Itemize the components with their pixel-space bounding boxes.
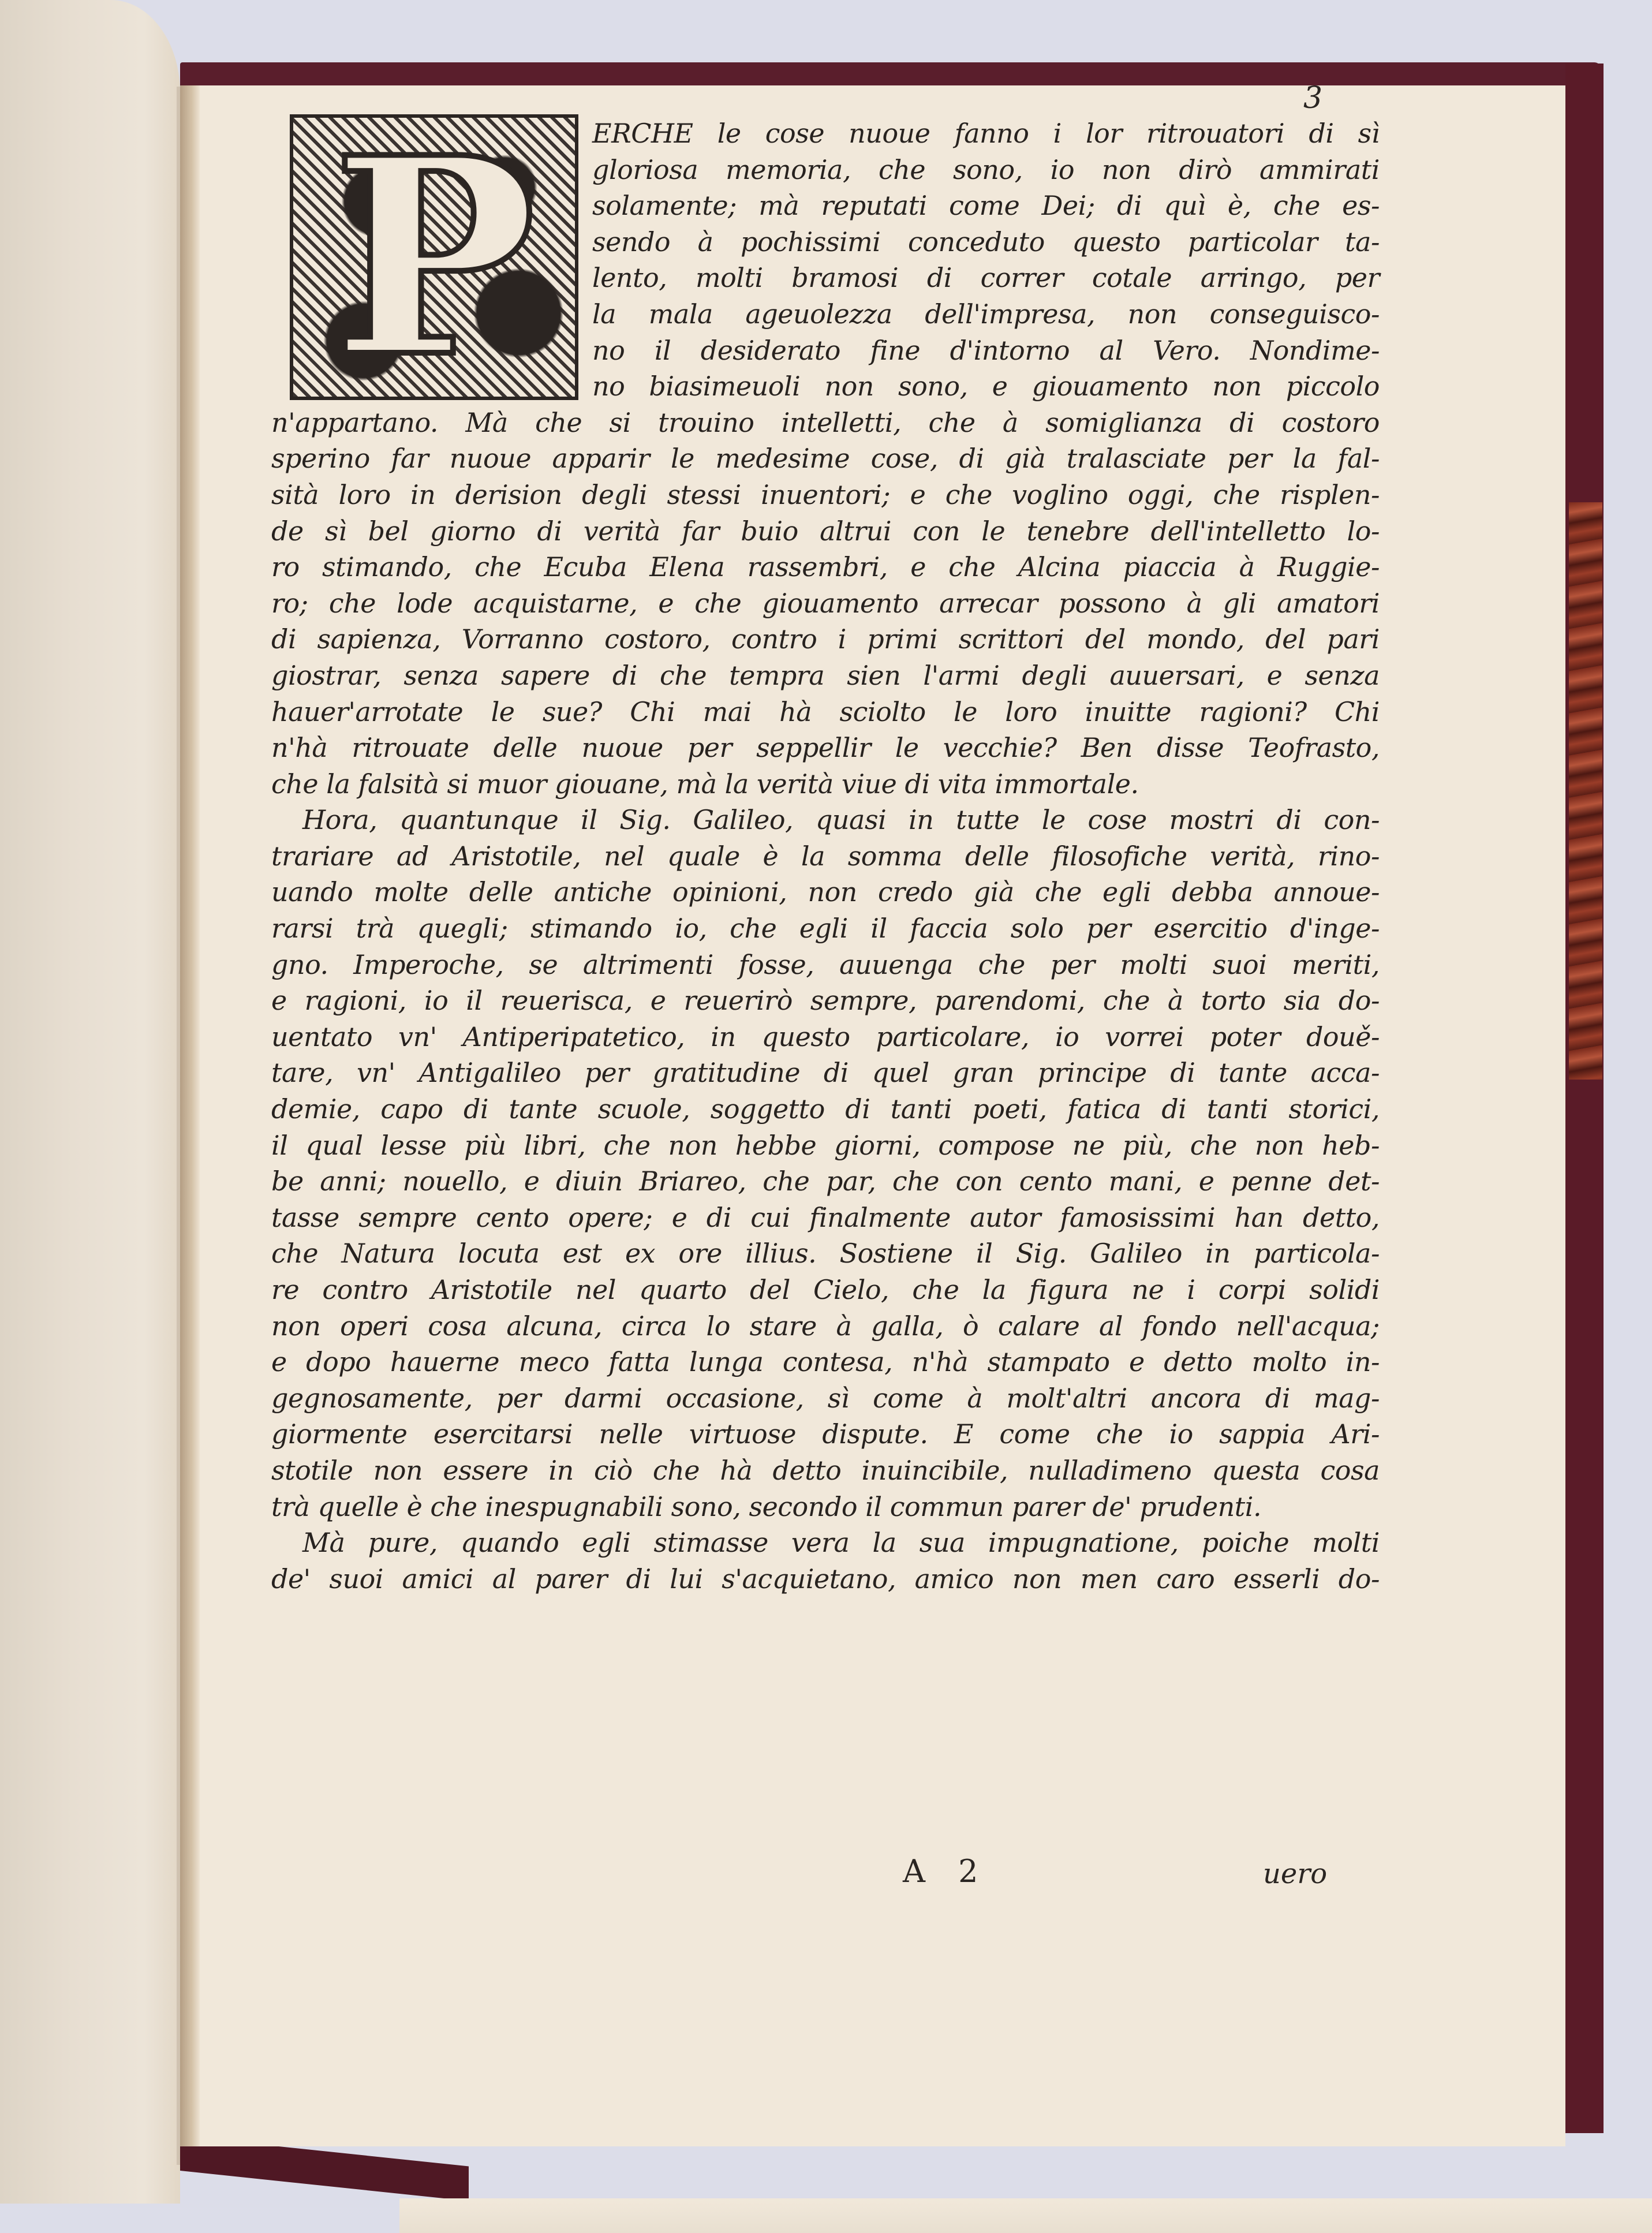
page-bottom-edge xyxy=(399,2198,1652,2233)
text-line: demie, capo di tante scuole, soggetto di tanti poeti, fatica di tanti storici, xyxy=(271,1093,1380,1125)
text-line: ro stimando, che Ecuba Elena rassembri, e che Alcina piaccia à Ruggie- xyxy=(271,551,1380,583)
text-line: de' suoi amici al parer di lui s'acquietano, amico non men caro esserli do- xyxy=(271,1563,1380,1595)
text-line: e dopo hauerne meco fatta lunga contesa, n'hà stampato e detto molto in- xyxy=(271,1346,1380,1378)
right-page xyxy=(200,81,1565,2146)
text-line: gegnosamente, per darmi occasione, sì come à molt'altri ancora di mag- xyxy=(271,1382,1380,1414)
text-line: Mà pure, quando egli stimasse vera la sua impugnatione, poiche molti xyxy=(302,1527,1380,1559)
text-line: Hora, quantunque il Sig. Galileo, quasi in tutte le cose mostri di con- xyxy=(302,804,1380,836)
text-line: di sapienza, Vorranno costoro, contro i primi scrittori del mondo, del pari xyxy=(271,623,1380,655)
text-line: stotile non essere in ciò che hà detto inuincibile, nulladimeno questa cosa xyxy=(271,1454,1380,1486)
text-line: ERCHE le cose nuoue fanno i lor ritrouatori di sì xyxy=(592,118,1380,149)
text-line: n'hà ritrouate delle nuoue per seppellir le vecchie? Ben disse Teofrasto, xyxy=(271,732,1380,764)
text-line: che la falsità si muor giouane, mà la verità viue di vita immortale. xyxy=(271,768,1139,800)
text-line: tasse sempre cento opere; e di cui finalmente autor famosissimi han detto, xyxy=(271,1201,1380,1233)
text-line: e ragioni, io il reuerisca, e reuerirò sempre, parendomi, che à torto sia do- xyxy=(271,985,1380,1017)
text-line: solamente; mà reputati come Dei; di quì è, che es- xyxy=(592,190,1380,222)
text-line: rarsi trà quegli; stimando io, che egli il faccia solo per esercitio d'inge- xyxy=(271,913,1380,944)
body-text xyxy=(271,98,1380,1597)
binding-right-edge xyxy=(1565,64,1604,2133)
signature-mark: A 2 xyxy=(903,1853,978,1890)
text-line: che Natura locuta est ex ore illius. Sostiene il Sig. Galileo in particola- xyxy=(271,1238,1380,1269)
text-line: lento, molti bramosi di correr cotale arringo, per xyxy=(592,262,1380,294)
text-line: de sì bel giorno di verità far buio altrui con le tenebre dell'intelletto lo- xyxy=(271,515,1380,547)
text-line: tare, vn' Antigalileo per gratitudine di quel gran principe di tante acca- xyxy=(271,1057,1380,1089)
text-line: il qual lesse più libri, che non hebbe giorni, compose ne più, che non heb- xyxy=(271,1129,1380,1161)
text-line: gno. Imperoche, se altrimenti fosse, auuenga che per molti suoi meriti, xyxy=(271,949,1380,980)
text-line: hauer'arrotate le sue? Chi mai hà sciolto le loro inuitte ragioni? Chi xyxy=(271,696,1380,727)
text-line: re contro Aristotile nel quarto del Cielo, che la figura ne i corpi solidi xyxy=(271,1274,1380,1305)
text-line: sperino far nuoue apparir le medesime cose, di già tralasciate per la fal- xyxy=(271,443,1380,475)
text-line: trà quelle è che inespugnabili sono, secondo il commun parer de' prudenti. xyxy=(271,1491,1262,1522)
marbled-board-edge xyxy=(1569,502,1602,1080)
text-line: giormente esercitarsi nelle virtuose dispute. E come che io sappia Ari- xyxy=(271,1418,1380,1450)
text-line: no biasimeuoli non sono, e giouamento non piccolo xyxy=(592,371,1380,402)
text-line: be anni; nouello, e diuin Briareo, che par, che con cento mani, e penne det- xyxy=(271,1166,1380,1197)
drop-cap-letter: P xyxy=(332,98,536,417)
text-line: trariare ad Aristotile, nel quale è la somma delle filosofiche verità, rino- xyxy=(271,840,1380,872)
text-line: uando molte delle antiche opinioni, non credo già che egli debba annoue- xyxy=(271,876,1380,908)
text-line: n'appartano. Mà che si trouino intelletti, che à somiglianza di costoro xyxy=(271,406,1380,438)
left-page-leaf xyxy=(0,0,180,2204)
text-line: uentato vn' Antiperipatetico, in questo particolare, io vorrei poter douě- xyxy=(271,1021,1380,1052)
text-line: no il desiderato fine d'intorno al Vero. Nondime- xyxy=(592,334,1380,366)
text-line: gloriosa memoria, che sono, io non dirò ammirati xyxy=(592,154,1380,185)
spine-gutter xyxy=(180,85,200,2146)
text-line: la mala ageuolezza dell'impresa, non conseguisco- xyxy=(592,298,1380,330)
text-line: sità loro in derision degli stessi inuentori; e che voglino oggi, che risplen- xyxy=(271,479,1380,510)
text-line: ro; che lode acquistarne, e che giouamento arrecar possono à gli amatori xyxy=(271,587,1380,619)
text-line: non operi cosa alcuna, circa lo stare à galla, ò calare al fondo nell'acqua; xyxy=(271,1310,1380,1342)
page-number: 3 xyxy=(1303,81,1323,115)
text-line: sendo à pochissimi conceduto questo particolar ta- xyxy=(592,226,1380,257)
text-line: giostrar, senza sapere di che tempra sien l'armi degli auuersari, e senza xyxy=(271,659,1380,691)
catchword: uero xyxy=(1263,1858,1328,1890)
binding-top-edge xyxy=(180,62,1601,85)
